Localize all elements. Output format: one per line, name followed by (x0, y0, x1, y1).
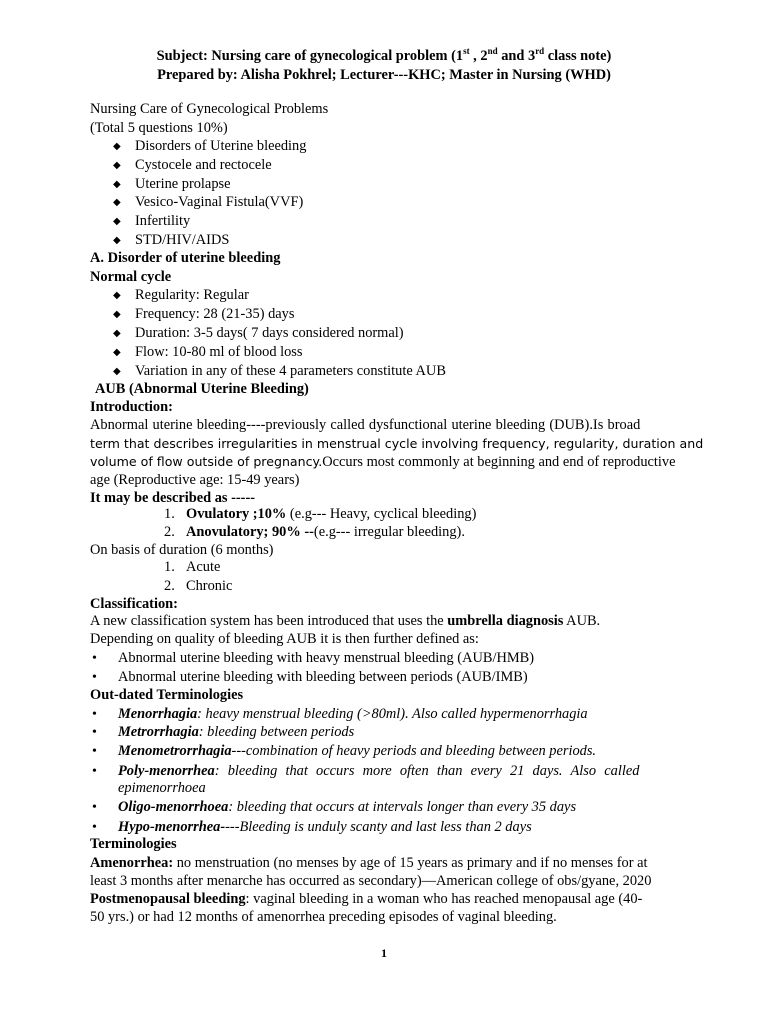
topic-item: ◆ Uterine prolapse (113, 176, 231, 192)
intro-line: volume of flow outside of pregnancy.Occurs most commonly at beginning and end of reproductive (90, 454, 676, 470)
intro-line: age (Reproductive age: 15-49 years) (90, 472, 300, 488)
page-number: 1 (381, 946, 387, 960)
cycle-item: ◆ Variation in any of these 4 parameters constitute AUB (113, 363, 446, 379)
amenorrhea-def: Amenorrhea: no menstruation (no menses by age of 15 years as primary and if no menses for at (90, 855, 648, 871)
cycle-item: ◆ Flow: 10-80 ml of blood loss (113, 344, 303, 360)
section-a-heading: A. Disorder of uterine bleeding (90, 250, 281, 266)
classification-heading: Classification: (90, 596, 178, 612)
duration-item: 2. Chronic (164, 578, 233, 594)
classification-text: Depending on quality of bleeding AUB it is then further defined as: (90, 631, 479, 647)
duration-basis: On basis of duration (6 months) (90, 542, 274, 558)
outdated-item: • Hypo-menorrhea----Bleeding is unduly scanty and last less than 2 days (92, 819, 532, 835)
intro-line: Abnormal uterine bleeding----previously called dysfunctional uterine bleeding (DUB).Is broad (90, 417, 641, 433)
cycle-item: ◆ Frequency: 28 (21-35) days (113, 306, 295, 322)
type-item: 2. Anovulatory; 90% --(e.g--- irregular bleeding). (164, 524, 465, 540)
introduction-heading: Introduction: (90, 399, 173, 415)
outdated-item: • Metrorrhagia: bleeding between periods (92, 724, 355, 740)
topic-item: ◆ Vesico-Vaginal Fistula(VVF) (113, 194, 304, 210)
amenorrhea-def-cont: least 3 months after menarche has occurred as secondary)—American college of obs/gyane, 2020 (90, 873, 652, 889)
class-item: • Abnormal uterine bleeding with bleeding between periods (AUB/IMB) (92, 669, 528, 685)
header-subject: Subject: Nursing care of gynecological problem (1st , 2nd and 3rd class note) (156, 46, 612, 64)
topic-item: ◆ STD/HIV/AIDS (113, 232, 230, 248)
outdated-item: • Oligo-menorrhoea: bleeding that occurs at intervals longer than every 35 days (92, 799, 577, 815)
cycle-item: ◆ Duration: 3-5 days( 7 days considered normal) (113, 325, 404, 341)
topic-item: ◆ Disorders of Uterine bleeding (113, 138, 307, 154)
described-heading: It may be described as ----- (90, 490, 256, 506)
intro-line: term that describes irregularities in menstrual cycle involving frequency, regularity, duration and (90, 436, 704, 451)
outdated-item: • Menorrhagia: heavy menstrual bleeding (>80ml). Also called hypermenorrhagia (92, 706, 588, 722)
outdated-item: • Poly-menorrhea: bleeding that occurs more often than every 21 days. Also called (92, 763, 640, 779)
postmenopausal-def: Postmenopausal bleeding: vaginal bleeding in a woman who has reached menopausal age (40- (90, 891, 643, 907)
doc-title: Nursing Care of Gynecological Problems (90, 101, 329, 117)
outdated-item: • Menometrorrhagia---combination of heavy periods and bleeding between periods. (92, 743, 597, 759)
classification-text: A new classification system has been introduced that uses the umbrella diagnosis AUB. (90, 613, 601, 629)
outdated-item-cont: epimenorrhoea (118, 780, 206, 796)
terminologies-heading: Terminologies (90, 836, 177, 852)
outdated-heading: Out-dated Terminologies (90, 687, 244, 703)
class-item: • Abnormal uterine bleeding with heavy menstrual bleeding (AUB/HMB) (92, 650, 535, 666)
topic-item: ◆ Cystocele and rectocele (113, 157, 272, 173)
total-questions: (Total 5 questions 10%) (90, 120, 228, 136)
cycle-item: ◆ Regularity: Regular (113, 287, 249, 303)
type-item: 1. Ovulatory ;10% (e.g--- Heavy, cyclical bleeding) (164, 506, 477, 522)
duration-item: 1. Acute (164, 559, 221, 575)
normal-cycle-heading: Normal cycle (90, 269, 172, 285)
header-prepared-by: Prepared by: Alisha Pokhrel; Lecturer---KHC; Master in Nursing (WHD) (157, 67, 611, 83)
aub-heading: AUB (Abnormal Uterine Bleeding) (95, 381, 309, 397)
topic-item: ◆ Infertility (113, 213, 191, 229)
postmenopausal-def-cont: 50 yrs.) or had 12 months of amenorrhea preceding episodes of vaginal bleeding. (90, 909, 557, 925)
